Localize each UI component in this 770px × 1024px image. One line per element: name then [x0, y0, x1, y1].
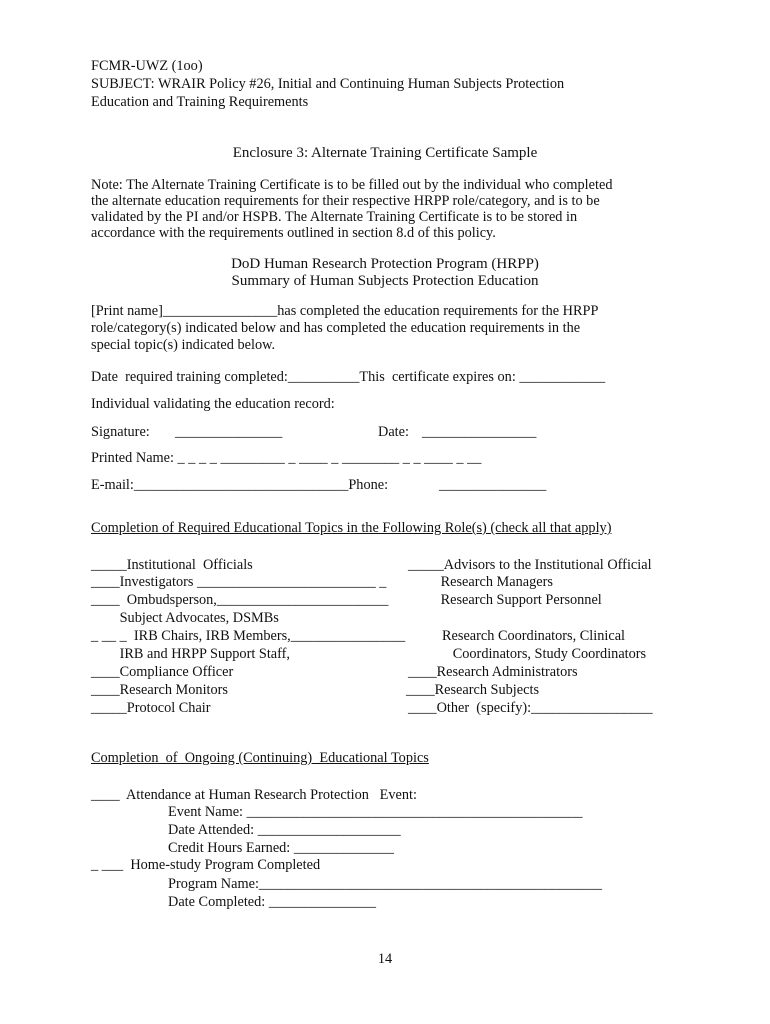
- statement-text: has completed the education requirements for the HRPP: [277, 303, 599, 319]
- ongoing-attendance[interactable]: ____ Attendance at Human Research Protection Event:: [91, 787, 417, 803]
- role-irb-chairs[interactable]: _ __ _ IRB Chairs, IRB Members,________________: [91, 628, 406, 644]
- validator-label: Individual validating the education record:: [91, 396, 335, 412]
- role-ombudsperson-cont: Subject Advocates, DSMBs: [91, 610, 279, 626]
- page-number: 14: [377, 951, 393, 967]
- roles-heading: Completion of Required Educational Topics in the Following Role(s) (check all that apply): [91, 520, 612, 536]
- role-investigators[interactable]: ____Investigators _________________________ _: [91, 574, 387, 590]
- event-name-field[interactable]: Event Name: _______________________________________________: [168, 804, 583, 820]
- role-research-managers[interactable]: Research Managers: [437, 574, 553, 590]
- summary-title: Summary of Human Subjects Protection Education: [231, 273, 539, 289]
- role-research-administrators[interactable]: ____Research Administrators: [408, 664, 578, 680]
- role-other[interactable]: ____Other (specify):_________________: [408, 700, 653, 716]
- header-subject: SUBJECT: WRAIR Policy #26, Initial and Continuing Human Subjects Protection: [91, 76, 565, 92]
- ongoing-heading: Completion of Ongoing (Continuing) Educational Topics: [91, 750, 429, 766]
- phone-field[interactable]: _______________: [439, 477, 547, 493]
- printed-name-field[interactable]: _ _ _ _ _________ _ ____ _ ________ _ _ ____ _ __: [173, 450, 482, 466]
- email-line: [91, 477, 388, 494]
- role-compliance-officer[interactable]: ____Compliance Officer: [91, 664, 234, 680]
- expires-label: This certificate expires on:: [359, 369, 520, 385]
- print-name-field[interactable]: [Print name]________________: [91, 303, 278, 319]
- printed-name-label: Printed Name:: [91, 450, 174, 466]
- date-attended-field[interactable]: Date Attended: ____________________: [168, 822, 401, 838]
- signature-date-label: Date:: [378, 424, 409, 440]
- role-institutional-officials[interactable]: _____Institutional Officials: [91, 557, 253, 573]
- statement-line-3: special topic(s) indicated below.: [91, 337, 276, 353]
- role-advisors[interactable]: _____Advisors to the Institutional Official: [408, 557, 652, 573]
- signature-label: Signature:: [91, 424, 150, 440]
- role-protocol-chair[interactable]: _____Protocol Chair: [91, 700, 211, 716]
- role-research-coordinators[interactable]: Research Coordinators, Clinical: [442, 628, 626, 644]
- date-completed-field[interactable]: Date Completed: _______________: [168, 894, 377, 910]
- ongoing-home-study[interactable]: _ ___ Home-study Program Completed: [91, 857, 321, 873]
- role-irb-chairs-cont: IRB and HRPP Support Staff,: [91, 646, 290, 662]
- header-subject-cont: Education and Training Requirements: [91, 94, 309, 110]
- expires-date-field[interactable]: ____________: [519, 369, 606, 385]
- note-line-1: Note: The Alternate Training Certificate is to be filled out by the individual who completed: [91, 177, 613, 193]
- role-research-subjects[interactable]: ____Research Subjects: [406, 682, 540, 698]
- note-line-3: validated by the PI and/or HSPB. The Alternate Training Certificate is to be stored in: [91, 209, 578, 225]
- role-research-coordinators-cont: Coordinators, Study Coordinators: [442, 646, 647, 662]
- completed-date-label: Date required training completed:: [91, 369, 288, 385]
- email-label: E-mail:: [91, 477, 134, 493]
- signature-date-field[interactable]: ________________: [422, 424, 537, 440]
- credit-hours-field[interactable]: Credit Hours Earned: ______________: [168, 840, 394, 856]
- signature-field[interactable]: _______________: [175, 424, 283, 440]
- statement-line-2: role/category(s) indicated below and has completed the education requirements in the: [91, 320, 581, 336]
- role-research-support[interactable]: Research Support Personnel: [437, 592, 602, 608]
- header-memo-code: FCMR-UWZ (1oo): [91, 58, 203, 74]
- enclosure-title: Enclosure 3: Alternate Training Certificate Sample: [232, 145, 538, 161]
- phone-label: Phone:: [348, 477, 389, 493]
- role-research-monitors[interactable]: ____Research Monitors: [91, 682, 228, 698]
- program-name-field[interactable]: Program Name:________________________________________________: [168, 876, 603, 892]
- printed-name-line: [91, 450, 481, 467]
- program-title: DoD Human Research Protection Program (HRPP): [231, 256, 539, 272]
- role-ombudsperson[interactable]: ____ Ombudsperson,________________________: [91, 592, 389, 608]
- dates-line: [91, 369, 605, 386]
- note-line-2: the alternate education requirements for their respective HRPP role/category, and is to be: [91, 193, 600, 209]
- statement-line-1: [91, 303, 598, 320]
- email-field[interactable]: ______________________________: [133, 477, 349, 493]
- completed-date-field[interactable]: __________: [287, 369, 360, 385]
- note-line-4: accordance with the requirements outlined in section 8.d of this policy.: [91, 225, 496, 241]
